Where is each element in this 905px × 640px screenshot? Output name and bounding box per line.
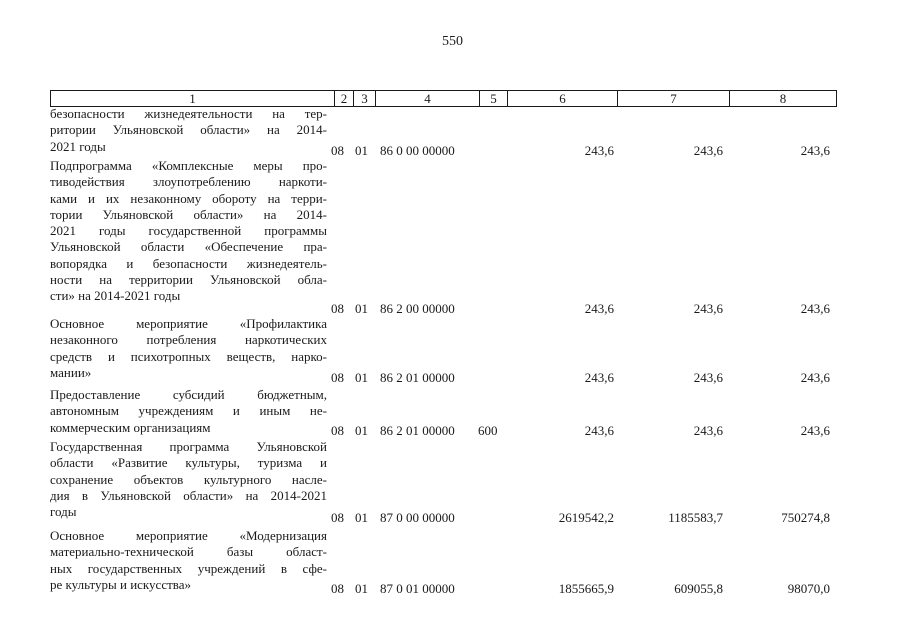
- description-line: Основное мероприятие «Модернизация: [50, 528, 327, 543]
- description-line: материально-технической базы област-: [50, 544, 327, 560]
- description-line: Подпрограмма «Комплексные меры про-: [50, 158, 327, 173]
- code-target: 87 0 01 00000: [380, 581, 455, 596]
- value-col-7: 243,6: [693, 301, 723, 316]
- value-col-6: 2619542,2: [558, 510, 614, 525]
- code-target: 87 0 00 00000: [380, 510, 455, 525]
- code-subsection: 01: [355, 370, 368, 385]
- description-line: Государственная программа Ульяновской: [50, 439, 327, 454]
- code-section: 08: [331, 581, 344, 596]
- code-expense-type: 600: [478, 423, 498, 438]
- value-col-8: 243,6: [800, 370, 830, 385]
- code-section: 08: [331, 370, 344, 385]
- description-line: ками и их незаконному обороту на терри-: [50, 190, 327, 206]
- description-line: области «Развитие культуры, туризма и: [50, 455, 327, 471]
- code-target: 86 2 01 00000: [380, 423, 455, 438]
- description-line: ритории Ульяновской области» на 2014-: [50, 122, 327, 138]
- header-col-2: 2: [334, 91, 353, 106]
- description-line: дия в Ульяновской области» на 2014-2021: [50, 487, 327, 503]
- value-col-7: 243,6: [693, 423, 723, 438]
- value-col-8: 243,6: [800, 143, 830, 158]
- code-section: 08: [331, 143, 344, 158]
- value-col-7: 243,6: [693, 370, 723, 385]
- header-col-7: 7: [617, 91, 729, 106]
- value-col-6: 243,6: [584, 143, 614, 158]
- header-col-3: 3: [353, 91, 375, 106]
- header-col-5: 5: [479, 91, 507, 106]
- table-header: [50, 90, 837, 107]
- description-line: автономным учреждениям и иным не-: [50, 403, 327, 419]
- description-line: мании»: [50, 364, 92, 380]
- value-col-6: 1855665,9: [558, 581, 614, 596]
- code-subsection: 01: [355, 510, 368, 525]
- code-section: 08: [331, 301, 344, 316]
- row-description: [50, 106, 327, 155]
- description-line: Основное мероприятие «Профилактика: [50, 316, 327, 331]
- value-col-8: 243,6: [800, 423, 830, 438]
- code-subsection: 01: [355, 301, 368, 316]
- header-col-1: 1: [189, 91, 196, 106]
- description-line: незаконного потребления наркотических: [50, 332, 327, 348]
- description-line: коммерческим организациям: [50, 419, 211, 435]
- description-line: ре культуры и искусства»: [50, 576, 192, 592]
- code-subsection: 01: [355, 423, 368, 438]
- description-line: 2021 годы государственной программы: [50, 223, 327, 239]
- value-col-7: 1185583,7: [668, 510, 723, 525]
- description-line: ности на территории Ульяновской обла-: [50, 272, 327, 288]
- value-col-7: 609055,8: [674, 581, 723, 596]
- row-description: [50, 439, 327, 520]
- value-col-6: 243,6: [584, 423, 614, 438]
- code-subsection: 01: [355, 581, 368, 596]
- description-line: безопасности жизнедеятельности на тер-: [50, 106, 327, 121]
- value-col-8: 243,6: [800, 301, 830, 316]
- description-line: тиводействия злоупотреблению наркоти-: [50, 174, 327, 190]
- row-description: [50, 158, 327, 305]
- page-number: 550: [442, 34, 463, 49]
- code-target: 86 2 00 00000: [380, 301, 455, 316]
- description-line: сти» на 2014-2021 годы: [50, 288, 181, 304]
- description-line: ных государственных учреждений в сфе-: [50, 560, 327, 576]
- description-line: вопорядка и безопасности жизнедеятель-: [50, 255, 327, 271]
- header-col-8: 8: [729, 91, 836, 106]
- description-line: 2021 годы: [50, 138, 106, 154]
- value-col-6: 243,6: [584, 301, 614, 316]
- code-target: 86 2 01 00000: [380, 370, 455, 385]
- value-col-8: 750274,8: [781, 510, 830, 525]
- header-col-4: 4: [375, 91, 479, 106]
- description-line: сохранение объектов культурного насле-: [50, 471, 327, 487]
- code-section: 08: [331, 423, 344, 438]
- description-line: годы: [50, 504, 77, 520]
- header-col-6: 6: [507, 91, 617, 106]
- value-col-8: 98070,0: [787, 581, 830, 596]
- description-line: Предоставление субсидий бюджетным,: [50, 387, 327, 402]
- value-col-6: 243,6: [584, 370, 614, 385]
- row-description: [50, 387, 327, 436]
- row-description: [50, 528, 327, 593]
- code-subsection: 01: [355, 143, 368, 158]
- description-line: Ульяновской области «Обеспечение пра-: [50, 239, 327, 255]
- code-section: 08: [331, 510, 344, 525]
- description-line: тории Ульяновской области» на 2014-: [50, 206, 327, 222]
- row-description: [50, 316, 327, 381]
- value-col-7: 243,6: [693, 143, 723, 158]
- description-line: средств и психотропных веществ, нарко-: [50, 348, 327, 364]
- code-target: 86 0 00 00000: [380, 143, 455, 158]
